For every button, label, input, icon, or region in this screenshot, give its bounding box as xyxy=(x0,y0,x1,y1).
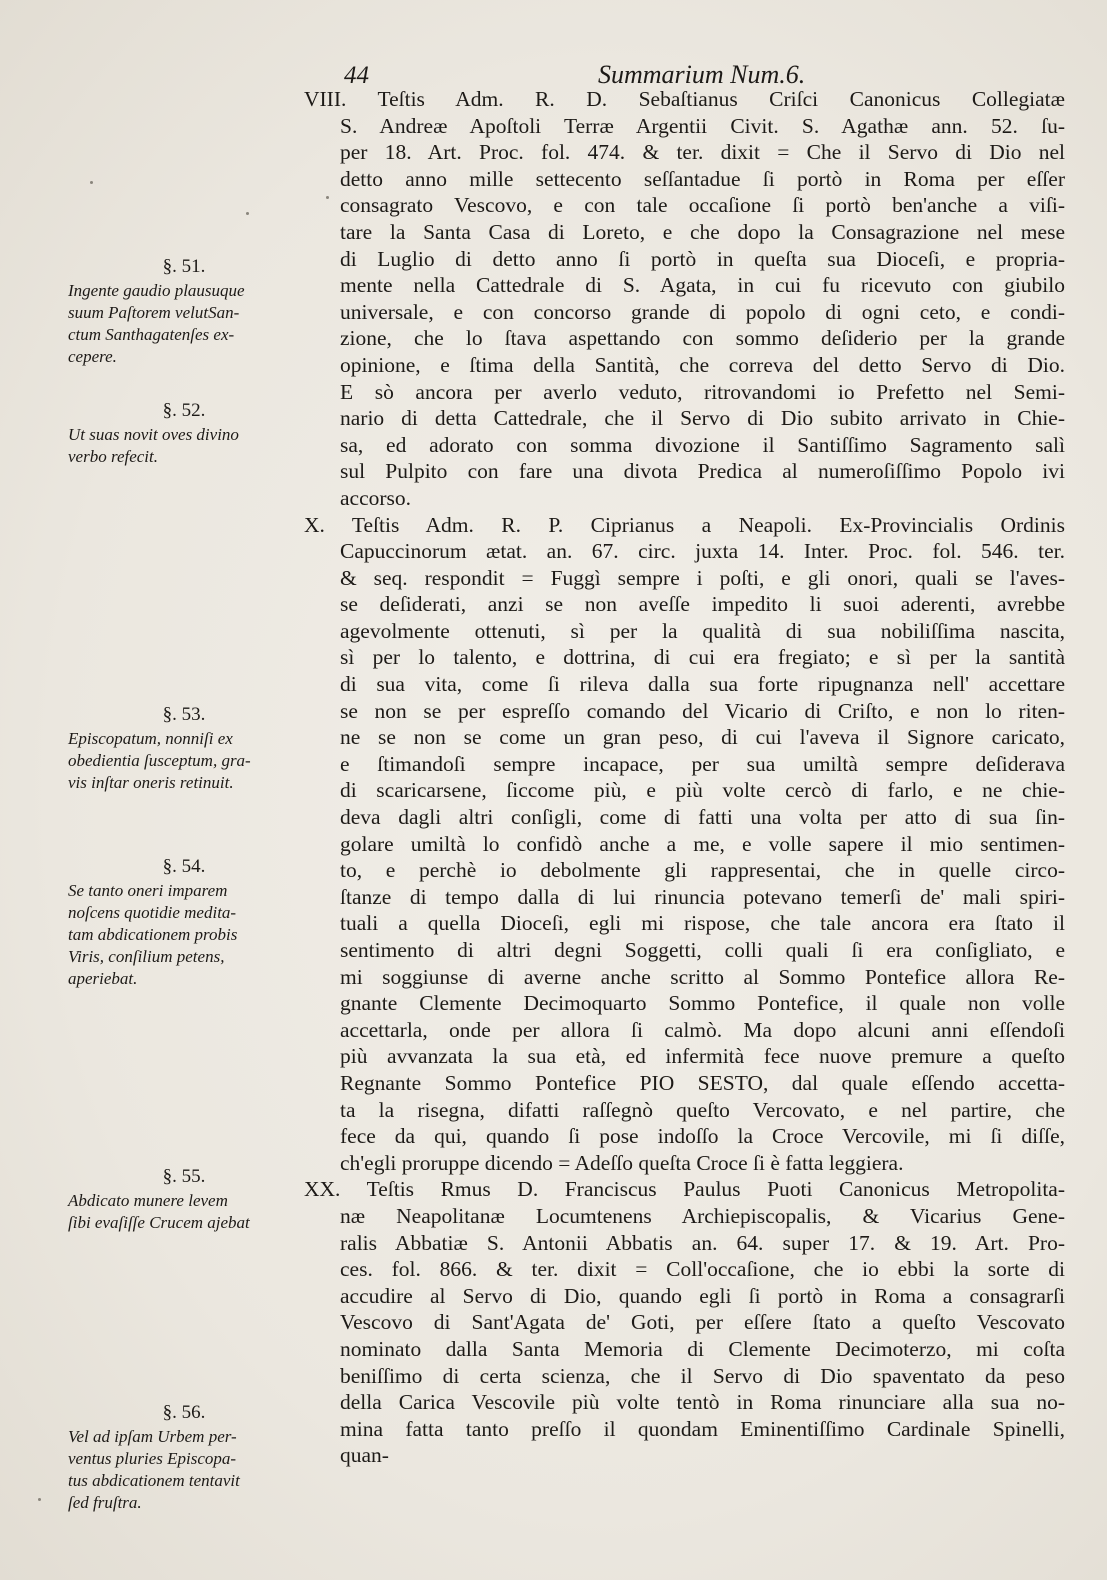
text-line: golare umiltà lo confidò anche a me, e volle sapere il mio sentimen- xyxy=(340,831,1065,856)
section-number: §. 54. xyxy=(162,856,206,877)
margin-note-line: cepere. xyxy=(68,347,117,366)
paper-speck xyxy=(90,181,93,184)
text-line: accudire al Servo di Dio, quando egli ſi portò in Roma a consagrarſi xyxy=(340,1283,1065,1308)
text-line: nario di detta Cattedrale, che il Servo di Dio subito arrivato in Chie- xyxy=(340,406,1065,431)
margin-note-line: obedientia ſusceptum, gra- xyxy=(68,751,251,770)
text-line: mina fatta tanto preſſo il quondam Eminentiſſimo Cardinale Spinelli, xyxy=(340,1416,1065,1441)
text-line: per 18. Art. Proc. fol. 474. & ter. dixit = Che il Servo di Dio nel xyxy=(340,140,1065,165)
text-line: più avvanzata la sua età, ed infermità fece nuove premure a queſto xyxy=(340,1044,1065,1069)
margin-note-line: vis inſtar oneris retinuit. xyxy=(68,773,234,792)
paper-speck xyxy=(246,212,249,215)
margin-note-55 xyxy=(68,1166,300,1234)
text-line: nominato dalla Santa Memoria di Clemente Decimoterzo, mi coſta xyxy=(340,1336,1065,1361)
margin-note-line: noſcens quotidie medita- xyxy=(68,903,237,922)
margin-note-line: ſibi evaſiſſe Crucem ajebat xyxy=(68,1213,250,1232)
margin-note-line: Abdicato munere levem xyxy=(68,1191,228,1210)
margin-note-54 xyxy=(68,856,300,990)
testimony-heading-line: XX. Teſtis Rmus D. Franciscus Paulus Puoti Canonicus Metropolita- xyxy=(304,1177,1065,1202)
text-line: næ Neapolitanæ Locumtenens Archiepiscopalis, & Vicarius Gene- xyxy=(340,1203,1065,1228)
paper-speck xyxy=(38,1498,41,1501)
text-line: ne se non se come un gran peso, di cui l'aveva il Signore caricato, xyxy=(340,725,1065,750)
text-line: Regnante Sommo Pontefice PIO SESTO, dal quale eſſendo accetta- xyxy=(340,1070,1065,1095)
margin-note-line: ctum Santhagatenſes ex- xyxy=(68,325,235,344)
text-line: di Luglio di detto anno ſi portò in queſta sua Dioceſi, e propria- xyxy=(340,246,1065,271)
text-line: mi soggiunse di averne anche scritto al Sommo Pontefice allora Re- xyxy=(340,964,1065,989)
paper-speck xyxy=(326,196,329,199)
margin-note-line: ventus pluries Episcopa- xyxy=(68,1449,237,1468)
margin-note-line: tus abdicationem tentavit xyxy=(68,1471,240,1490)
margin-note-line: tam abdicationem probis xyxy=(68,925,238,944)
margin-note-51 xyxy=(68,256,300,368)
margin-note-line: suum Paſtorem velutSan- xyxy=(68,303,240,322)
text-line: detto anno mille settecento seſſantadue ſi portò in Roma per eſſer xyxy=(340,166,1065,191)
text-line: ſtanze di tempo dalla di lui rinuncia potevano temerſi de' mali spiri- xyxy=(340,884,1065,909)
text-line: universale, e con concorso grande di popolo di ogni ceto, e condi- xyxy=(340,299,1065,324)
text-line: se deſiderati, anzi se non aveſſe impedito li suoi aderenti, avrebbe xyxy=(340,592,1065,617)
text-line: gnante Clemente Decimoquarto Sommo Pontefice, il quale non volle xyxy=(340,991,1065,1016)
text-line: accorso. xyxy=(340,485,412,510)
running-head: Summarium Num.6. xyxy=(598,60,806,89)
page-number: 44 xyxy=(344,62,369,89)
text-line: tuali a quella Dioceſi, egli mi rispose, che tale ancora era ſtato il xyxy=(340,911,1065,936)
margin-note-line: Ut suas novit oves divino xyxy=(68,425,239,444)
margin-note-56 xyxy=(68,1402,300,1514)
testimony-heading-line: VIII. Teſtis Adm. R. D. Sebaſtianus Criſci Canonicus Collegiatæ xyxy=(304,87,1065,111)
margin-note-line: Vel ad ipſam Urbem per- xyxy=(68,1427,237,1446)
text-line: consagrato Vescovo, e con tale occaſione ſi portò ben'anche a viſi- xyxy=(340,193,1065,218)
section-number: §. 52. xyxy=(162,400,206,421)
text-line: tare la Santa Casa di Loreto, e che dopo la Consagrazione nel mese xyxy=(340,219,1065,244)
margin-note-53 xyxy=(68,704,300,794)
text-line: beniſſimo di certa scienza, che il Servo di Dio spaventato da peso xyxy=(340,1363,1065,1388)
margin-note-line: Se tanto oneri imparem xyxy=(68,881,228,900)
text-line: mente nella Cattedrale di S. Agata, in cui fu ricevuto con giubilo xyxy=(340,273,1065,298)
margin-note-line: Ingente gaudio plausuque xyxy=(68,281,245,300)
text-line: opinione, e ſtima della Santità, che correva del detto Servo di Dio. xyxy=(340,352,1065,377)
text-line: sentimento di altri degni Soggetti, colli quali ſi era conſigliato, e xyxy=(340,938,1065,962)
margin-note-line: verbo refecit. xyxy=(68,447,158,466)
margin-note-52 xyxy=(68,400,300,468)
text-line: S. Andreæ Apoſtoli Terræ Argentii Civit. S. Agathæ ann. 52. ſu- xyxy=(340,113,1065,138)
text-line: di scaricarsene, ſiccome più, e più volte cercò di farlo, e ne chie- xyxy=(340,778,1065,803)
main-text-column xyxy=(304,86,1065,1469)
section-number: §. 51. xyxy=(162,256,206,277)
text-line: Capuccinorum ætat. an. 67. circ. juxta 14. Inter. Proc. fol. 546. ter. xyxy=(340,539,1065,564)
text-line: ralis Abbatiæ S. Antonii Abbatis an. 64. super 17. & 19. Art. Pro- xyxy=(340,1230,1065,1255)
section-number: §. 53. xyxy=(162,704,206,725)
text-line: sul Pulpito con fare una divota Predica al numeroſiſſimo Popolo ivi xyxy=(340,459,1065,484)
text-line: fece da qui, quando ſi pose indoſſo la Croce Vercovile, mi ſi diſſe, xyxy=(340,1124,1065,1149)
text-line: sa, ed adorato con somma divozione il Santiſſimo Sagramento salì xyxy=(340,432,1065,457)
margin-note-line: ſed fruſtra. xyxy=(68,1493,142,1512)
text-line: sì per lo talento, e dottrina, di cui era fregiato; e sì per la santità xyxy=(340,645,1065,670)
text-line: & seq. respondit = Fuggì sempre i poſti, e gli onori, quali se l'aves- xyxy=(340,565,1065,590)
text-line: to, e perchè io debolmente gli rappresentai, che in quelle circo- xyxy=(340,858,1065,883)
text-line: ch'egli proruppe dicendo = Adeſſo queſta Croce ſi è fatta leggiera. xyxy=(340,1150,904,1175)
section-number: §. 56. xyxy=(162,1402,206,1423)
text-line: ces. fol. 866. & ter. dixit = Coll'occaſione, che io ebbi la sorte di xyxy=(340,1257,1065,1282)
text-line: di sua vita, come ſi rileva dalla sua forte ripugnanza nell' accettare xyxy=(340,672,1065,697)
text-line: deva dagli altri conſigli, come di fatti una volta per atto di sua ſin- xyxy=(340,805,1065,830)
text-line: accettarla, onde per allora ſi calmò. Ma dopo alcuni anni eſſendoſi xyxy=(340,1017,1065,1042)
text-line: Vescovo di Sant'Agata de' Goti, per eſſere ſtato a queſto Vescovato xyxy=(340,1310,1065,1335)
margin-note-line: Viris, conſilium petens, xyxy=(68,947,225,966)
section-number: §. 55. xyxy=(162,1166,206,1187)
text-line: della Carica Vescovile più volte tentò in Roma rinunciare alla sua no- xyxy=(340,1390,1065,1415)
text-line: E sò ancora per averlo veduto, ritrovandomi io Prefetto nel Semi- xyxy=(340,379,1065,404)
text-line: quan- xyxy=(340,1443,389,1468)
text-line: e ſtimandoſi sempre incapace, per sua umiltà sempre deſiderava xyxy=(340,751,1065,776)
margin-note-line: Episcopatum, nonniſi ex xyxy=(68,729,233,748)
margin-note-line: aperiebat. xyxy=(68,969,138,988)
text-line: agevolmente ottenuti, sì per la qualità di sua nobiliſſima nascita, xyxy=(340,618,1065,643)
text-line: zione, che lo ſtava aspettando con sommo deſiderio per la grande xyxy=(340,326,1065,351)
text-line: ta la risegna, difatti raſſegnò queſto Vercovato, e nel partire, che xyxy=(340,1097,1065,1122)
testimony-heading-line: X. Teſtis Adm. R. P. Ciprianus a Neapoli. Ex-Provincialis Ordinis xyxy=(304,512,1065,537)
text-line: se non se per espreſſo comando del Vicario di Criſto, e non lo riten- xyxy=(340,698,1065,723)
